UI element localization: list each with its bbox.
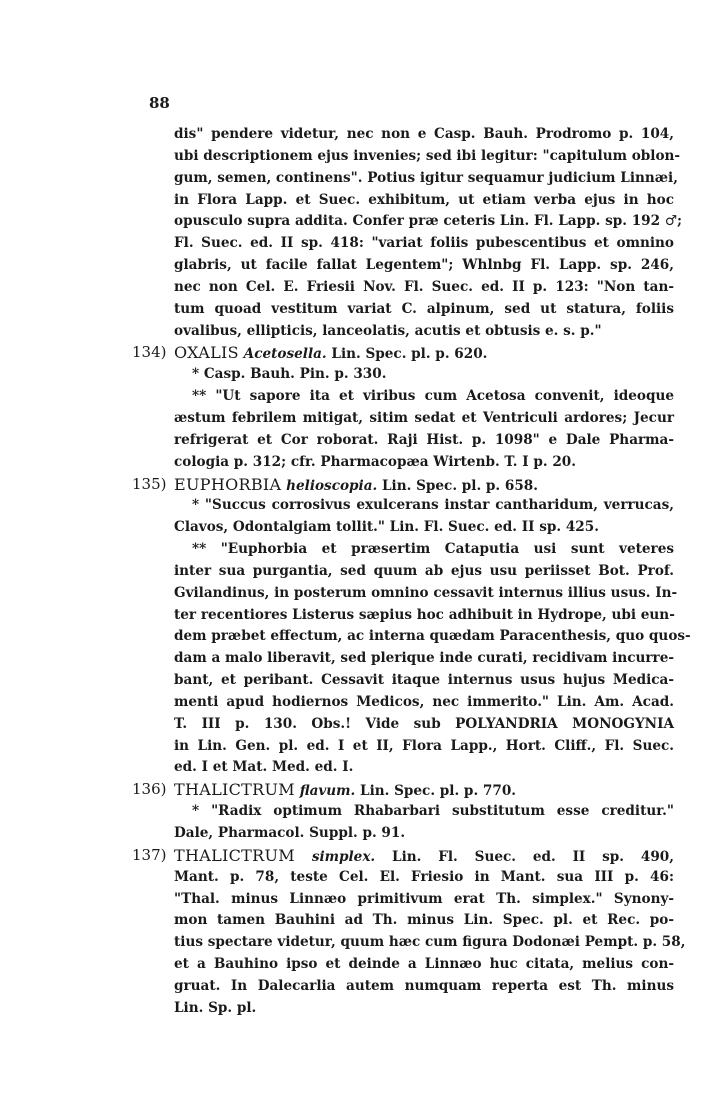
line-text: nec non Cel. E. Friesii Nov. Fl. Suec. ed. II p. 123: "Non tan-: [174, 278, 674, 295]
line-text: * "Radix optimum Rhabarbari substitutum esse creditur.": [192, 803, 674, 820]
line-text: ovalibus, ellipticis, lanceolatis, acutis et obtusis e. s. p.": [174, 322, 602, 339]
text-line: [174, 932, 686, 954]
text-line: [174, 277, 674, 299]
entry-heading-line: [132, 474, 674, 496]
text-line: [174, 998, 674, 1020]
line-text: Fl. Suec. ed. II sp. 418: "variat foliis pubescentibus et omnino: [174, 235, 674, 252]
text-line: [174, 626, 691, 648]
line-text: cologia p. 312; cfr. Pharmacopæa Wirtenb. T. I p. 20.: [174, 453, 576, 470]
text-line: [174, 124, 674, 146]
line-text: æstum febrilem mitigat, sitim sedat et Ventriculi ardores; Jecur: [174, 409, 674, 426]
text-line: [174, 299, 674, 321]
line-text: * "Succus corrosivus exulcerans instar cantharidum, verrucas,: [192, 497, 674, 514]
entry-number: 135): [132, 474, 167, 493]
text-line: [174, 889, 674, 911]
species-name: flavum.: [299, 783, 356, 800]
text-line: [174, 211, 683, 233]
line-text: inter sua purgantia, sed quum ab ejus usu periisset Bot. Prof.: [174, 562, 674, 579]
page-number: 88: [149, 94, 170, 112]
line-text: in Flora Lapp. et Suec. exhibitum, ut etiam verba ejus in hoc: [174, 191, 674, 208]
line-text: Lin. Sp. pl.: [174, 999, 257, 1016]
line-text: * Casp. Bauh. Pin. p. 330.: [192, 366, 387, 383]
entry-number: 137): [132, 845, 167, 864]
entry-heading-line: [132, 779, 674, 801]
line-text: refrigerat et Cor roborat. Raji Hist. p. 1098" e Dale Pharma-: [174, 431, 674, 448]
text-line: [174, 168, 678, 190]
text-line: [174, 976, 674, 998]
text-line: [174, 714, 674, 736]
line-text: T. III p. 130. Obs.! Vide sub POLYANDRIA MONOGYNIA: [174, 715, 674, 732]
line-text: dam a malo liberavit, sed plerique inde curati, recidivam incurre-: [174, 650, 674, 667]
line-text: tum quoad vestitum variat C. alpinum, sed ut statura, foliis: [174, 300, 674, 317]
text-line: [174, 757, 674, 779]
line-text: bant, et peribant. Cessavit itaque internus usus hujus Medica-: [174, 672, 674, 689]
text-line: [174, 430, 674, 452]
entry-number: 136): [132, 780, 167, 799]
text-line: [174, 495, 674, 517]
line-text: Clavos, Odontalgiam tollit." Lin. Fl. Suec. ed. II sp. 425.: [174, 519, 599, 536]
text-line: [174, 583, 678, 605]
line-text: glabris, ut facile fallat Legentem"; Whlnbg Fl. Lapp. sp. 246,: [174, 257, 674, 274]
line-text: ** "Ut sapore ita et viribus cum Acetosa convenit, ideoque: [192, 388, 674, 405]
line-text: tius spectare videtur, quum hæc cum figura Dodonæi Pempt. p. 58,: [174, 934, 686, 951]
text-line: [174, 736, 674, 758]
line-text: mon tamen Bauhini ad Th. minus Lin. Spec. pl. et Rec. po-: [174, 912, 674, 929]
text-line: [174, 539, 674, 561]
text-line: [174, 605, 674, 627]
line-text: "Thal. minus Linnæo primitivum erat Th. simplex." Synony-: [174, 890, 674, 907]
text-line: [174, 954, 674, 976]
text-line: [174, 910, 674, 932]
text-line: [174, 867, 674, 889]
genus-name: THALICTRUM: [174, 845, 295, 865]
line-text: Gvilandinus, in posterum omnino cessavit internus illius usus. In-: [174, 584, 678, 601]
line-text: Mant. p. 78, teste Cel. El. Friesio in Mant. sua III p. 46:: [174, 868, 674, 885]
entry-heading-line: [132, 342, 674, 364]
text-line: [174, 190, 674, 212]
genus-name: THALICTRUM: [174, 780, 295, 800]
entry-heading-line: [132, 845, 675, 867]
text-line: [174, 408, 674, 430]
text-line: [174, 692, 674, 714]
line-text: Lin. Spec. pl. p. 620.: [331, 346, 488, 363]
line-text: Dale, Pharmacol. Suppl. p. 91.: [174, 825, 406, 841]
line-text: gruat. In Dalecarlia autem numquam reperta est Th. minus: [174, 977, 674, 994]
text-line: [174, 648, 674, 670]
body-text: [132, 124, 691, 1020]
line-text: opusculo supra addita. Confer præ ceteris Lin. Fl. Lapp. sp. 192 ♂;: [174, 213, 683, 230]
line-text: Lin. Fl. Suec. ed. II sp. 490,: [392, 848, 675, 865]
entry-number: 134): [132, 343, 167, 362]
line-text: gum, semen, continens". Potius igitur sequamur judicium Linnæi,: [174, 169, 678, 186]
text-line: [174, 670, 674, 692]
text-line: [174, 321, 674, 343]
species-name: Acetosella.: [243, 346, 327, 363]
line-text: ed. I et Mat. Med. ed. I.: [174, 759, 354, 776]
text-line: [174, 517, 674, 539]
line-text: et a Bauhino ipso et deinde a Linnæo huc citata, melius con-: [174, 956, 674, 973]
text-line: [174, 801, 674, 823]
line-text: dem præbet effectum, ac interna quædam Paracenthesis, quo quos-: [174, 628, 691, 645]
line-text: in Lin. Gen. pl. ed. I et II, Flora Lapp., Hort. Cliff., Fl. Suec.: [174, 737, 674, 754]
genus-name: EUPHORBIA: [174, 474, 282, 494]
line-text: menti apud hodiernos Medicos, nec immerito." Lin. Am. Acad.: [174, 693, 674, 710]
line-text: dis" pendere videtur, nec non e Casp. Bauh. Prodromo p. 104,: [174, 126, 674, 142]
text-line: [174, 146, 681, 168]
text-line: [174, 452, 674, 474]
line-text: ** "Euphorbia et præsertim Cataputia usi sunt veteres: [192, 541, 674, 558]
genus-name: OXALIS: [174, 343, 239, 363]
text-line: [174, 233, 674, 255]
line-text: Lin. Spec. pl. p. 658.: [382, 477, 538, 494]
text-line: [174, 823, 674, 845]
text-line: [174, 561, 674, 583]
species-name: simplex.: [311, 848, 376, 865]
line-text: ter recentiores Listerus sæpius hoc adhibuit in Hydrope, ubi eun-: [174, 606, 675, 623]
species-name: helioscopia.: [286, 477, 378, 494]
line-text: Lin. Spec. pl. p. 770.: [360, 783, 517, 800]
text-line: [174, 255, 674, 277]
text-line: [174, 364, 674, 386]
text-line: [174, 386, 674, 408]
line-text: ubi descriptionem ejus invenies; sed ibi legitur: "capitulum oblon-: [174, 147, 681, 164]
